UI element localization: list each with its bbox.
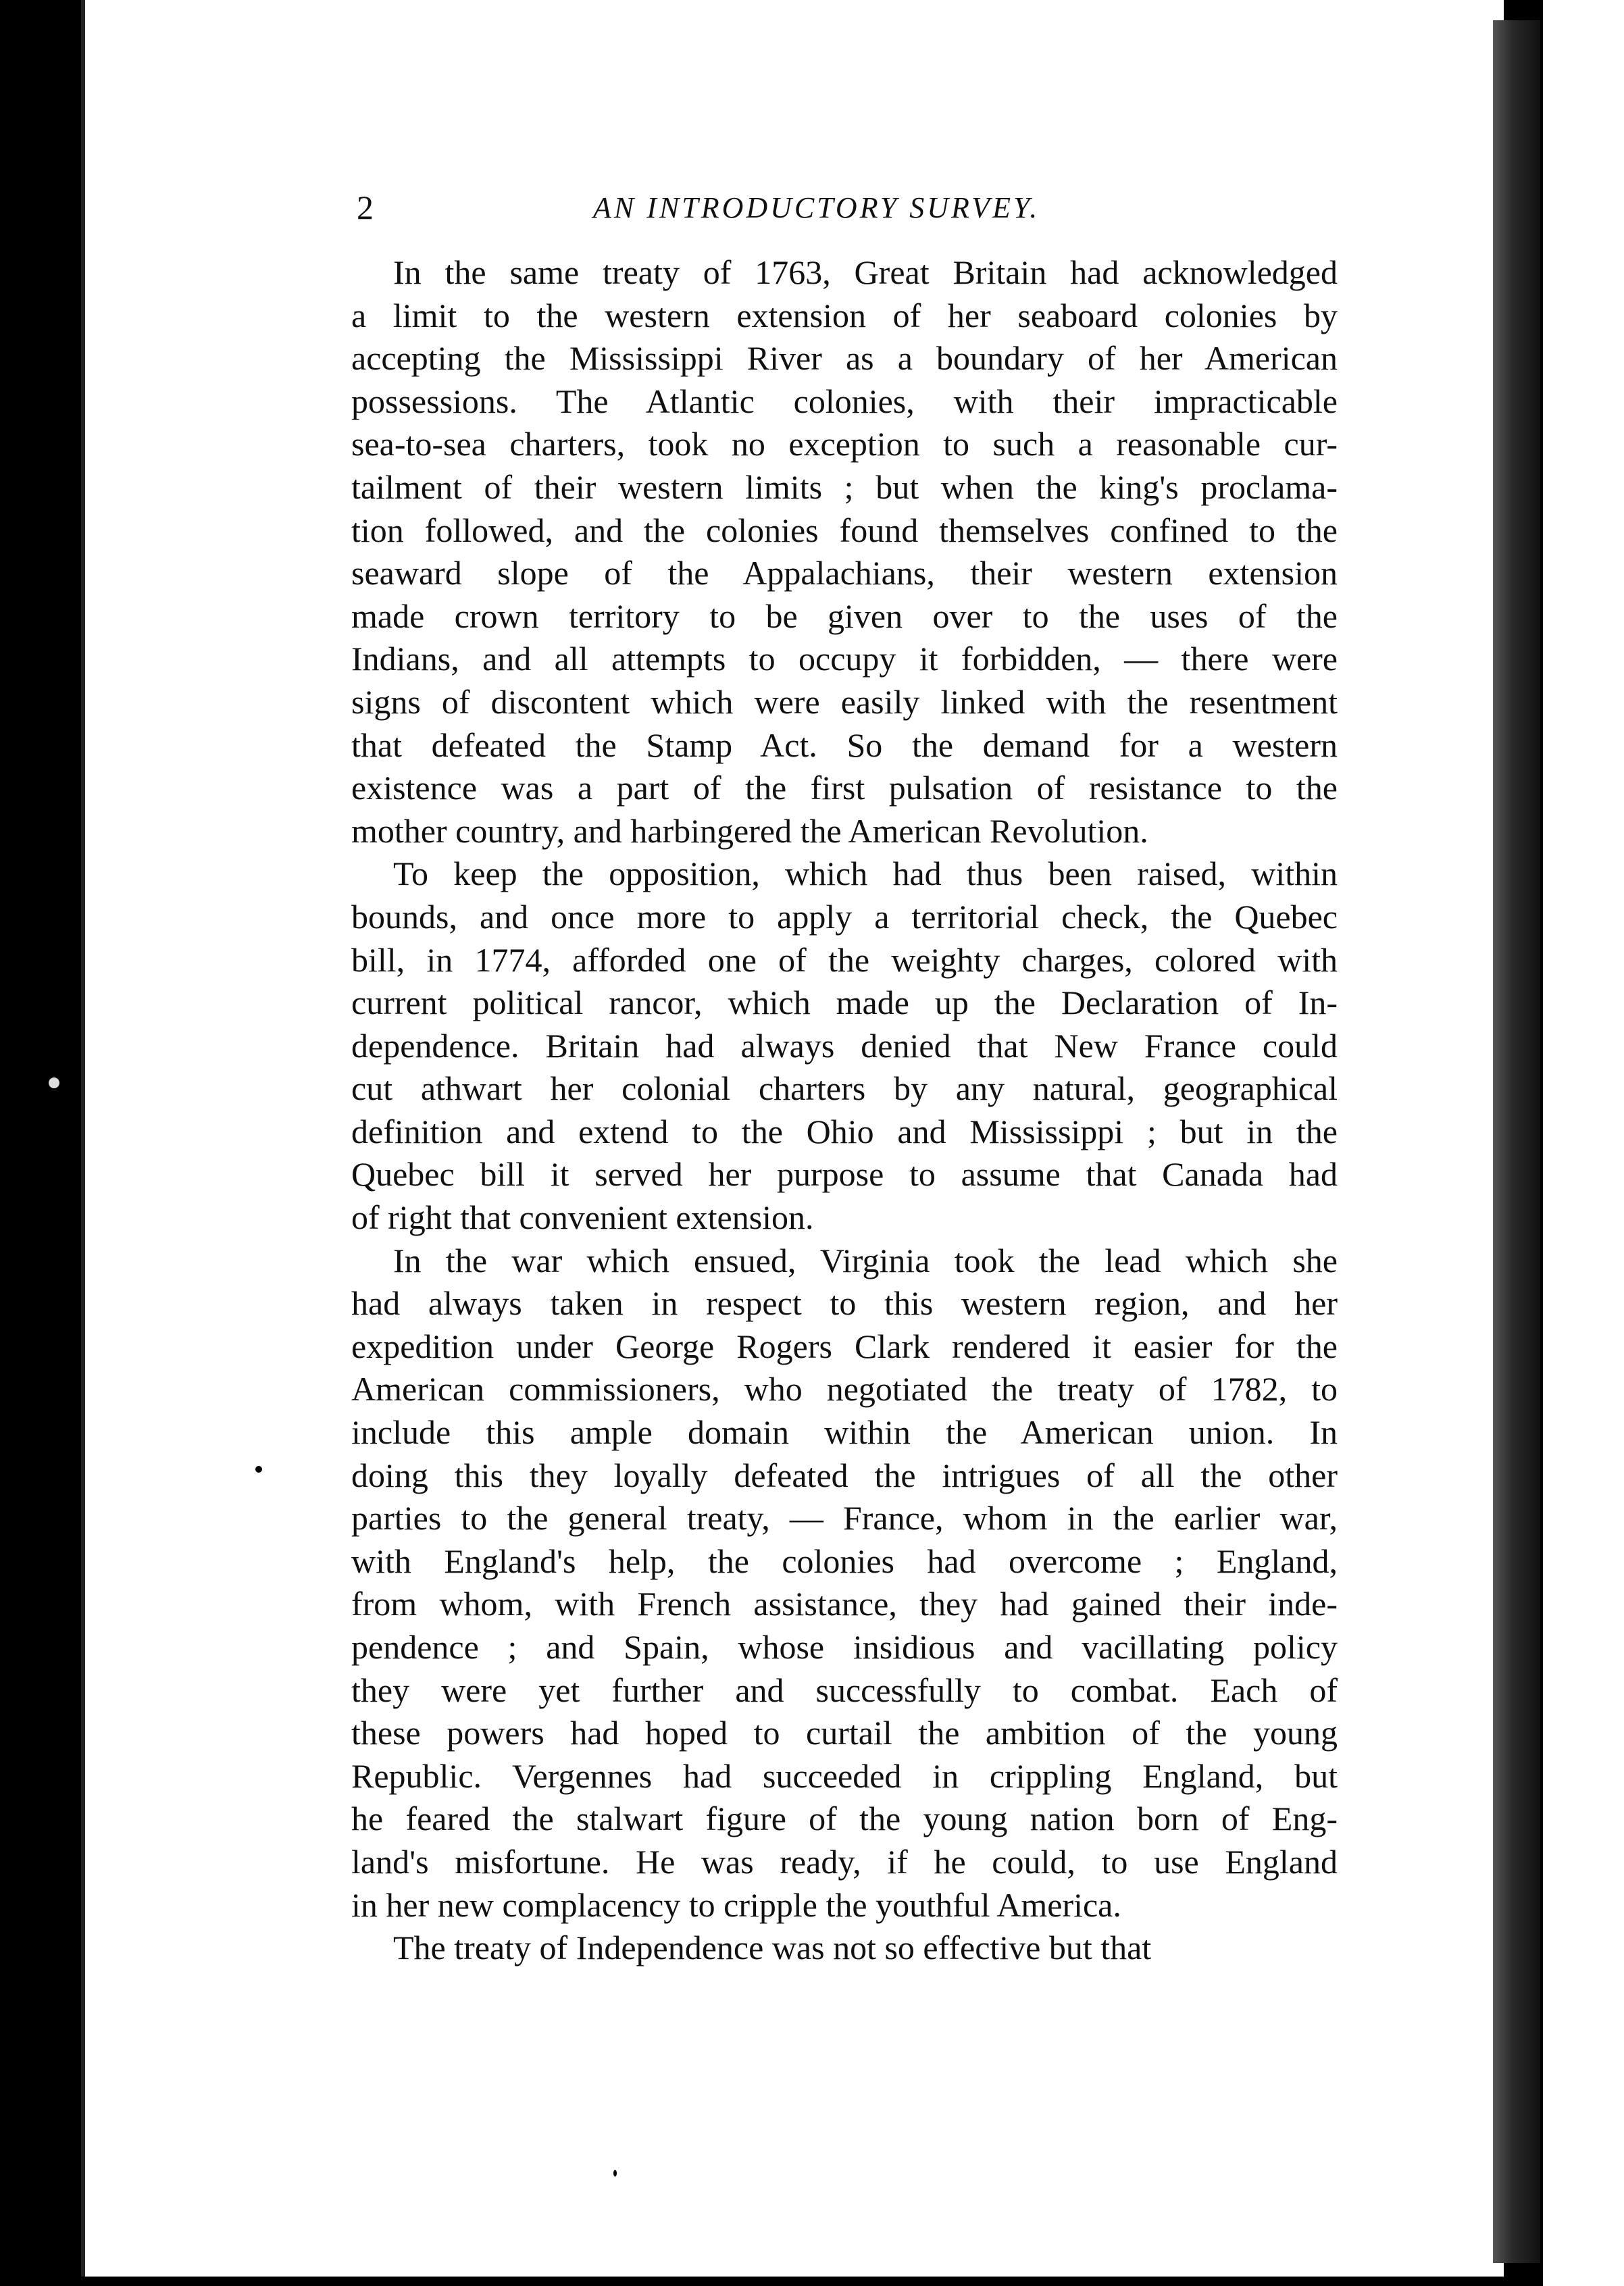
text-line: parties to the general treaty, — France, whom in the earlier war, [351,1499,1338,1538]
scan-speck [255,1466,262,1473]
scan-left-edge [0,0,81,2286]
text-line: mother country, and harbingered the American Revolution. [351,811,1148,850]
paragraph [351,1927,1338,1970]
paragraph [351,1240,1338,1927]
scan-speck [613,2170,617,2177]
text-line: include this ample domain within the American union. In [351,1413,1338,1452]
text-line: that defeated the Stamp Act. So the demand for a western [351,726,1338,764]
paragraph [351,251,1338,853]
text-line: accepting the Mississippi River as a boundary of her American [351,339,1338,378]
text-line: In the same treaty of 1763, Great Britain had acknowledged [393,253,1338,291]
text-line: expedition under George Rogers Clark rendered it easier for the [351,1327,1338,1365]
text-line: made crown territory to be given over to the uses of the [351,596,1338,635]
text-line: signs of discontent which were easily linked with the resentment [351,682,1338,721]
text-line: from whom, with French assistance, they had gained their inde- [351,1585,1338,1623]
text-line: with England's help, the colonies had overcome ; England, [351,1542,1338,1580]
text-line: Republic. Vergennes had succeeded in crippling England, but [351,1756,1338,1795]
text-line: Indians, and all attempts to occupy it forbidden, — there were [351,640,1338,678]
text-line: in her new complacency to cripple the youthful America. [351,1885,1121,1924]
body-text [351,251,1338,1970]
paragraph [351,853,1338,1239]
text-line: To keep the opposition, which had thus been raised, within [393,855,1338,893]
text-line: tailment of their western limits ; but when the king's proclama- [351,467,1338,506]
text-line: Quebec bill it served her purpose to assume that Canada had [351,1155,1338,1194]
text-line: In the war which ensued, Virginia took the lead which she [393,1241,1338,1279]
binding-shadow [1493,20,1540,2263]
text-line: pendence ; and Spain, whose insidious and vacillating policy [351,1628,1338,1666]
text-line: had always taken in respect to this western region, and her [351,1284,1338,1323]
text-line: they were yet further and successfully to combat. Each of [351,1671,1338,1709]
page-number: 2 [357,188,374,226]
text-line: bill, in 1774, afforded one of the weighty charges, colored with [351,940,1338,979]
text-line: cut athwart her colonial charters by any natural, geographical [351,1069,1338,1108]
text-line: tion followed, and the colonies found themselves confined to the [351,511,1338,549]
text-line: these powers had hoped to curtail the ambition of the young [351,1714,1338,1752]
text-line: definition and extend to the Ohio and Mississippi ; but in the [351,1112,1338,1150]
text-line: doing this they loyally defeated the intrigues of all the other [351,1456,1338,1494]
text-line: bounds, and once more to apply a territorial check, the Quebec [351,897,1338,936]
text-line: dependence. Britain had always denied that New France could [351,1026,1338,1065]
text-line: of right that convenient extension. [351,1198,814,1237]
running-head [357,188,1343,242]
text-line: current political rancor, which made up the Declaration of In- [351,984,1338,1022]
text-line: land's misfortune. He was ready, if he could, to use England [351,1842,1338,1881]
running-title: AN INTRODUCTORY SURVEY. [593,191,1040,224]
text-line: seaward slope of the Appalachians, their western extension [351,554,1338,592]
right-margin [1540,0,1624,2286]
text-line: a limit to the western extension of her seaboard colonies by [351,296,1338,334]
text-line: possessions. The Atlantic colonies, with their impracticable [351,382,1338,420]
scan-speck [49,1077,59,1088]
text-line: American commissioners, who negotiated the treaty of 1782, to [351,1370,1338,1408]
text-line: existence was a part of the first pulsation of resistance to the [351,769,1338,807]
text-line: The treaty of Independence was not so effective but that [393,1929,1152,1967]
text-line: he feared the stalwart figure of the young nation born of Eng- [351,1800,1338,1838]
text-line: sea-to-sea charters, took no exception to such a reasonable cur- [351,425,1338,463]
